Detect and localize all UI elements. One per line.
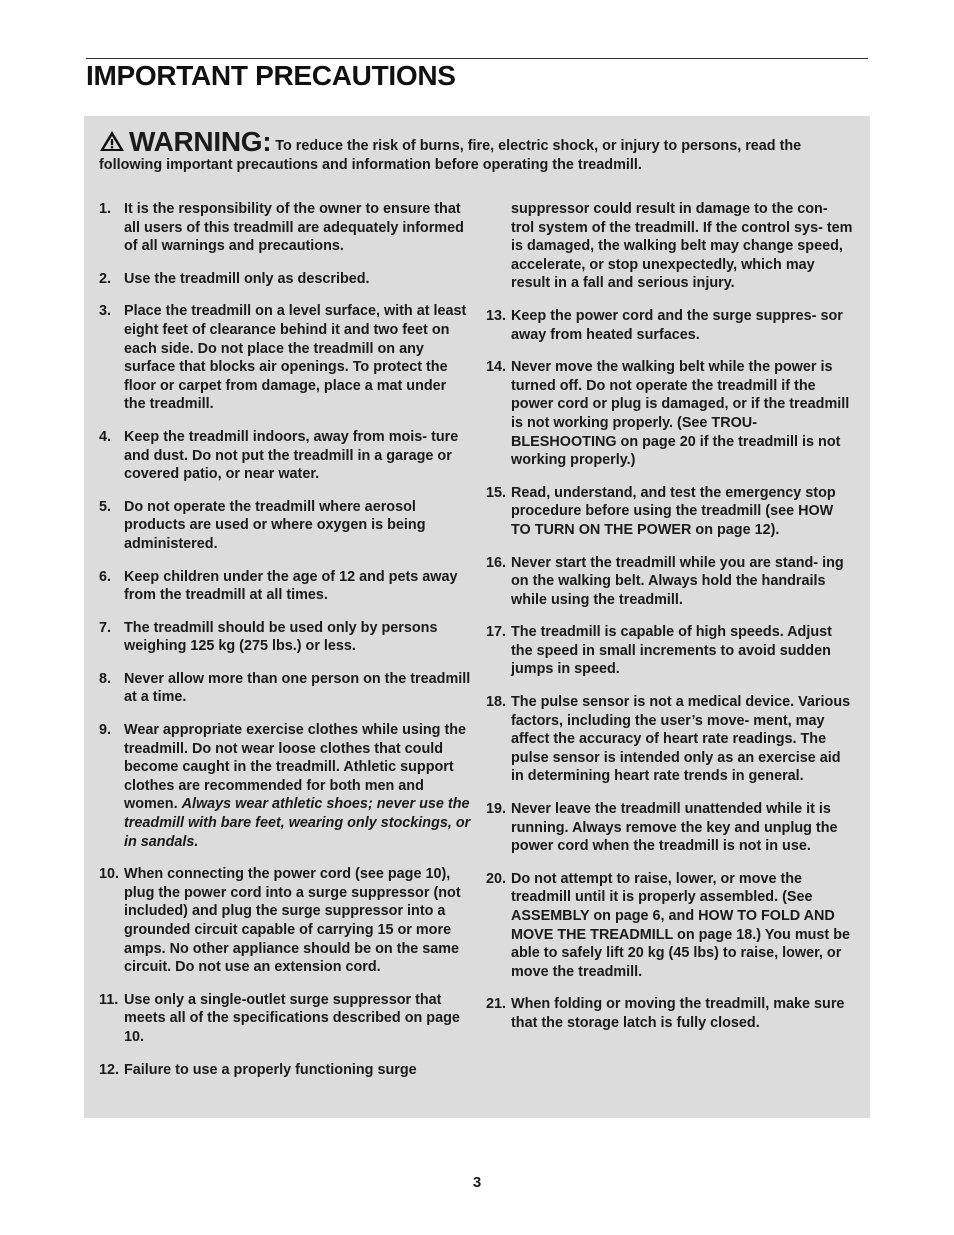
- list-item: 7. The treadmill should be used only by persons weighing 125 kg (275 lbs.) or less.: [99, 619, 438, 655]
- warning-label: WARNING:: [129, 126, 272, 157]
- list-item: 19. Never leave the treadmill unattended while it is running. Always remove the key and unplug the power cord when the treadmill is not in use.: [486, 801, 838, 855]
- warning-header: [99, 126, 855, 174]
- list-item: 8. Never allow more than one person on the treadmill at a time.: [99, 670, 471, 706]
- list-item: 6. Keep children under the age of 12 and pets away from the treadmill at all times.: [99, 568, 458, 604]
- list-item: 14. Never move the walking belt while the power is turned off. Do not operate the treadmill if the power cord or plug is damaged, or if the treadmill is not working properly. (See TROU- BLESHOOTING on page 20 if the treadmill is not working properly.): [486, 359, 850, 469]
- list-item: 1. It is the responsibility of the owner to ensure that all users of this treadmill are adequately informed of all warnings and precautions.: [99, 201, 464, 255]
- list-item: 3. Place the treadmill on a level surface, with at least eight feet of clearance behind it and two feet on each side. Do not place the treadmill on any surface that blocks air openings. To protect the floor or carpet from damage, place a mat under the treadmill.: [99, 303, 467, 413]
- list-item-continued: suppressor could result in damage to the con- trol system of the treadmill. If the control sys- tem is damaged, the walking belt may change speed, accelerate, or stop unexpectedly, which may result in a fall and serious injury.: [511, 201, 853, 292]
- list-item: 11. Use only a single-outlet surge suppressor that meets all of the specifications described on page 10.: [99, 991, 460, 1045]
- header-rule: [86, 58, 868, 59]
- list-item: 9. Wear appropriate exercise clothes while using the treadmill. Do not wear loose clothes that could become caught in the treadmill. Athletic support clothes are recommended for both men and women. Always wear athletic shoes; never use the treadmill with bare feet, wearing only stockings, or in sandals.: [99, 722, 471, 850]
- list-item: 12. Failure to use a properly functioning surge: [99, 1061, 417, 1078]
- list-item: 13. Keep the power cord and the surge suppres- sor away from heated surfaces.: [486, 307, 843, 343]
- warning-panel: [84, 116, 870, 1118]
- list-item: 16. Never start the treadmill while you are stand- ing on the walking belt. Always hold the handrails while using the treadmill.: [486, 554, 844, 608]
- list-item: 2. Use the treadmill only as described.: [99, 270, 370, 287]
- list-item: 20. Do not attempt to raise, lower, or move the treadmill until it is properly assembled. (See ASSEMBLY on page 6, and HOW TO FOLD AND MOVE THE TREADMILL on page 18.) You must be able to safely lift 20 kg (45 lbs) to raise, lower, or move the treadmill.: [486, 870, 851, 980]
- list-item: 18. The pulse sensor is not a medical device. Various factors, including the user’s move- ment, may affect the accuracy of heart rate readings. The pulse sensor is intended only as an exercise aid in determining heart rate trends in general.: [486, 694, 851, 785]
- warning-text: To reduce the risk of burns, fire, electric shock, or injury to persons, read the following important precautions and information before operating the treadmill.: [99, 138, 802, 173]
- warning-triangle-icon: [99, 130, 125, 152]
- list-item: 5. Do not operate the treadmill where aerosol products are used or where oxygen is being administered.: [99, 498, 426, 552]
- page-number: 3: [472, 1174, 482, 1191]
- italic-note: Always wear athletic shoes; never use the treadmill with bare feet, wearing only stockings, or in sandals.: [124, 796, 471, 850]
- list-item: 15. Read, understand, and test the emergency stop procedure before using the treadmill (see HOW TO TURN ON THE POWER on page 12).: [486, 484, 836, 538]
- precautions-left-column: [99, 200, 471, 1093]
- page-title: IMPORTANT PRECAUTIONS: [86, 60, 456, 91]
- list-item: 17. The treadmill is capable of high speeds. Adjust the speed in small increments to avoid sudden jumps in speed.: [486, 624, 832, 678]
- list-item: 4. Keep the treadmill indoors, away from mois- ture and dust. Do not put the treadmill in a garage or covered patio, or near water.: [99, 428, 459, 483]
- list-item: 21. When folding or moving the treadmill, make sure that the storage latch is fully closed.: [486, 996, 845, 1031]
- list-item: 10. When connecting the power cord (see page 10), plug the power cord into a surge suppressor (not included) and plug the surge suppressor into a grounded circuit capable of carrying 15 or more amps. No other appliance should be on the same circuit. Do not use an extension cord.: [99, 866, 461, 976]
- precautions-right-column: [486, 200, 854, 1047]
